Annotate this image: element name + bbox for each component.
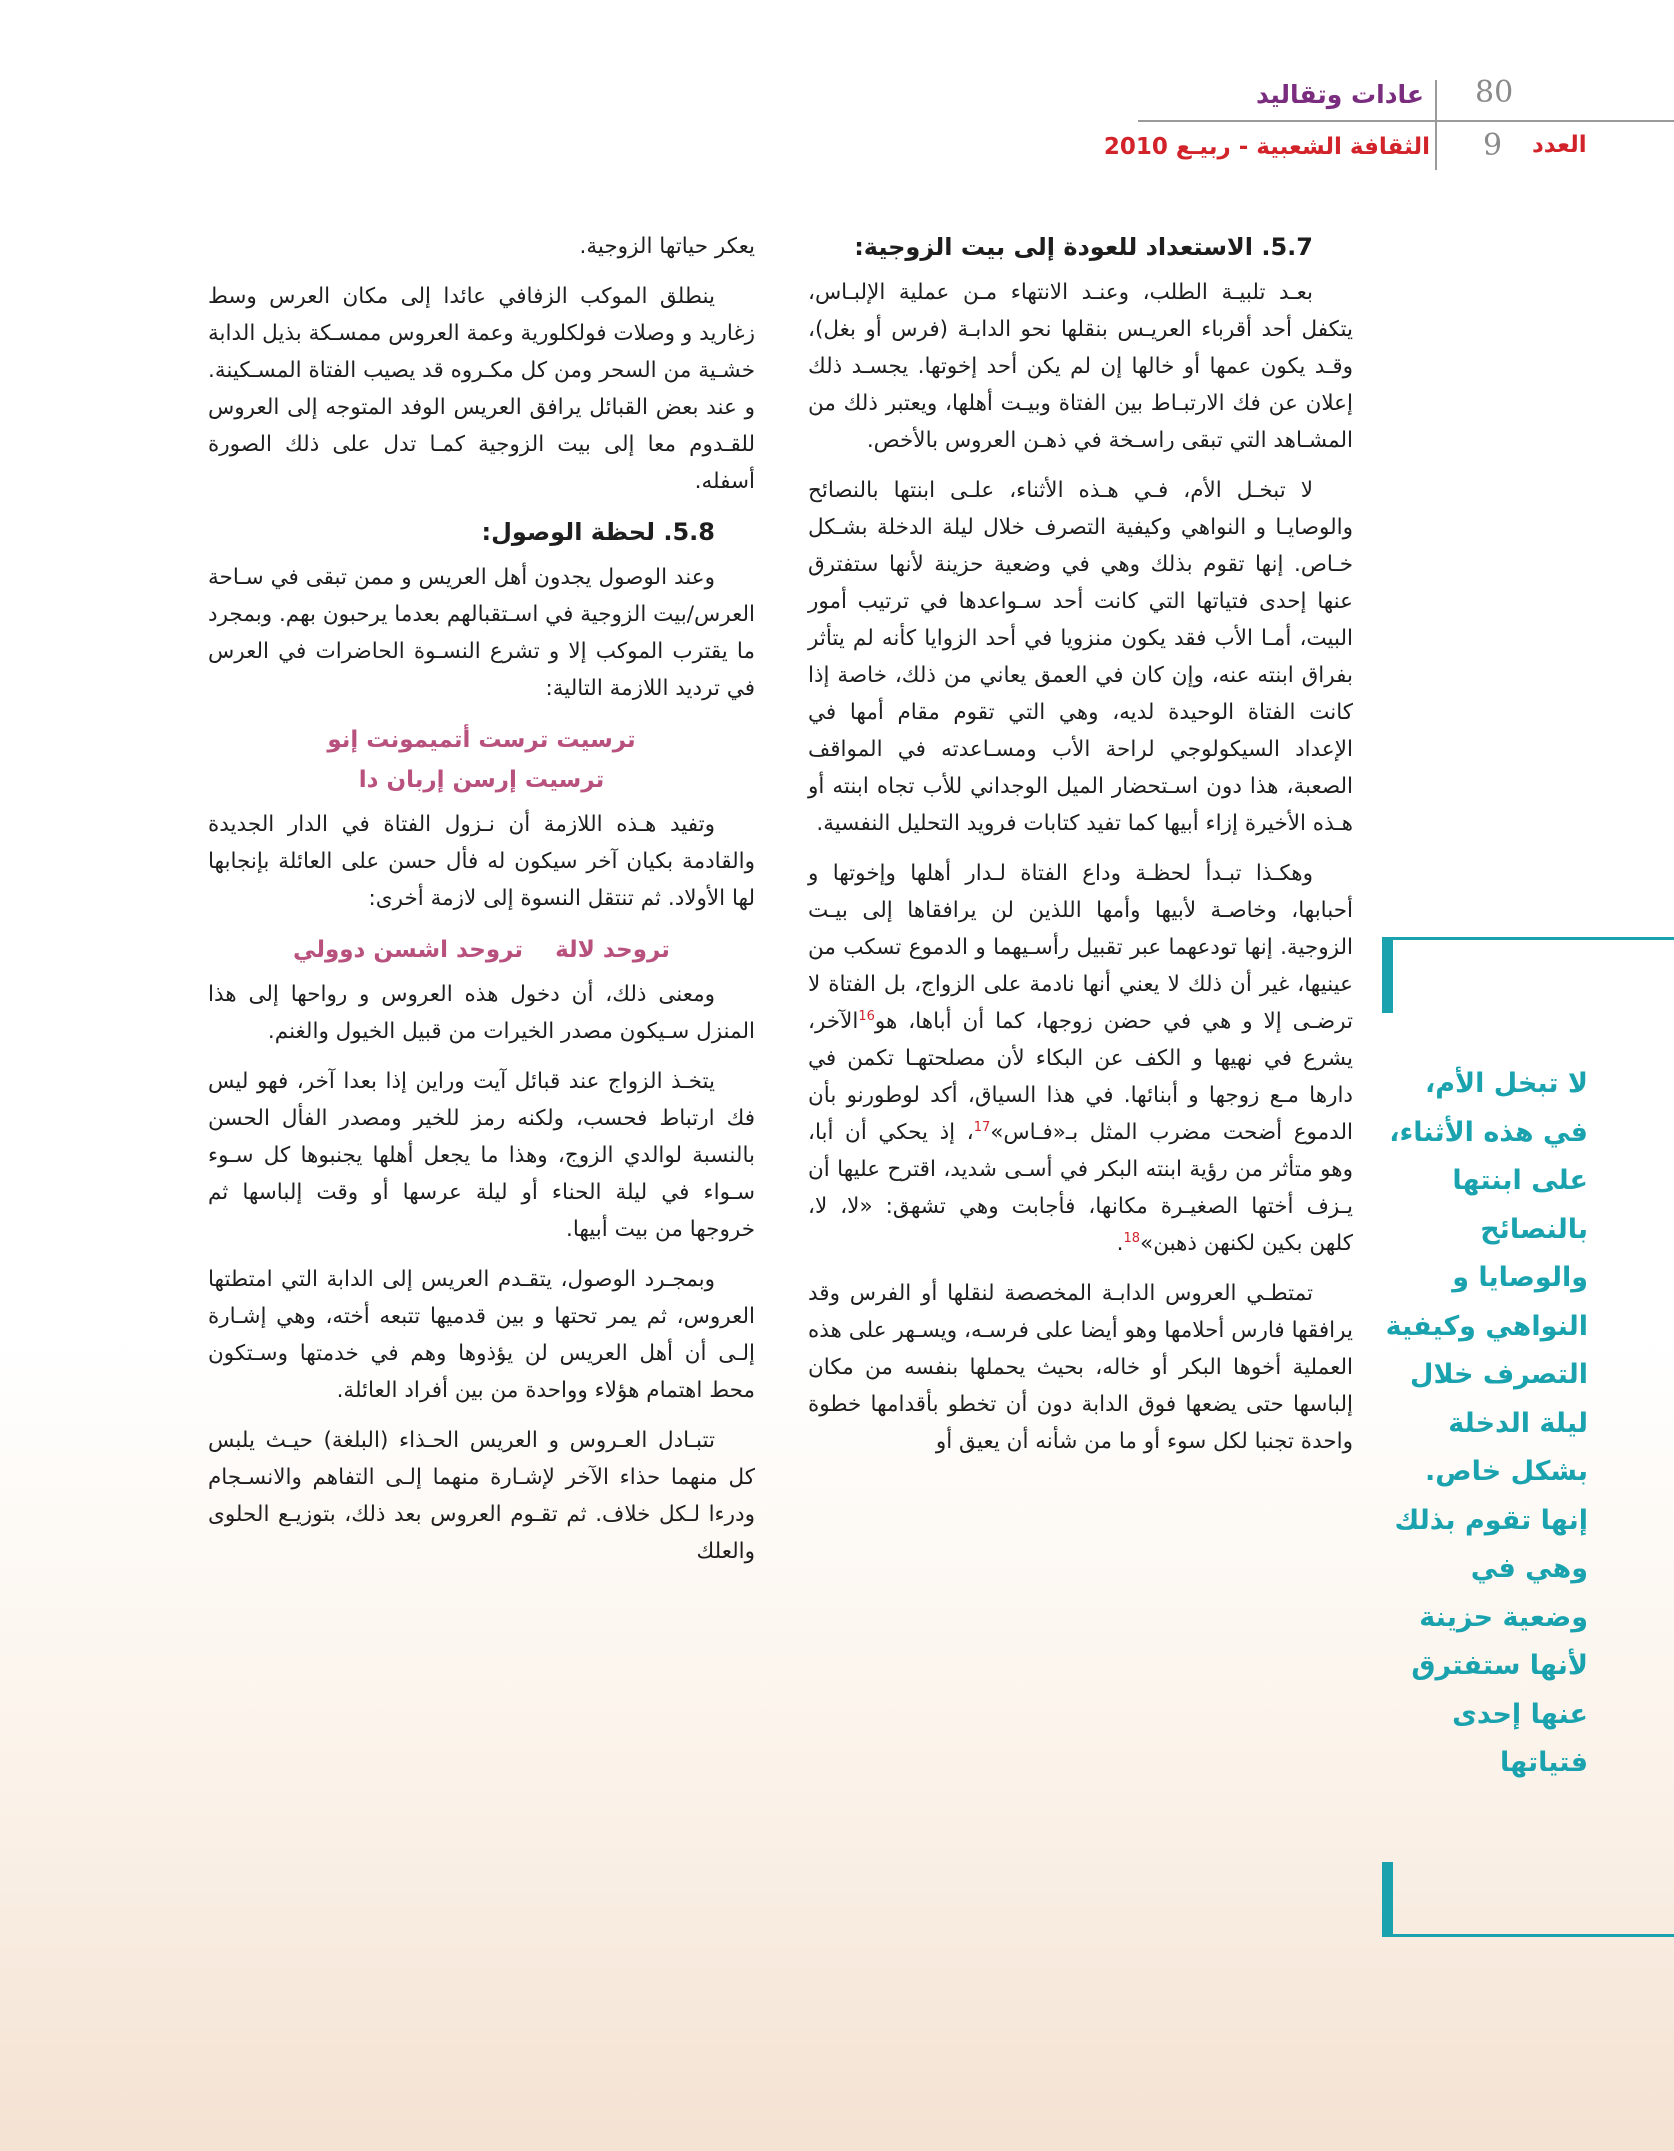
- paragraph: وعند الوصول يجدون أهل العريس و ممن تبقى في سـاحة العرس/بيت الزوجية في اسـتقبالهم بعدما يرحبون بهم. وبمجرد ما يقترب الموكب إلا و تشرع النسـوة الحاضرات في العرس في ترديد اللازمة التالية:: [208, 565, 755, 701]
- paragraph: تتبـادل العـروس و العريس الحـذاء (البلغة) حيـث يلبس كل منهما حذاء الآخر لإشـارة منهما إلـى التفاهم والانسـجام ودرءا لـكل خلاف. ثم تقـوم العروس بعد ذلك، بتوزيـع الحلوى والعلك: [208, 1428, 755, 1564]
- paragraph: لا تبخـل الأم، فـي هـذه الأثناء، علـى ابنتها بالنصائح والوصايـا و النواهي وكيفية التصرف خلال ليلة الدخلة بشـكل خـاص. إنها تقوم بذلك وهي في وضعية حزينة لأنها ستفترق عنها إحدى فتياتها التي كانت أحد سـواعدها في ترتيب أمور البيت، أمـا الأب فقد يكون منزويا في أحد الزوايا كأنه لم يتأثر بفراق ابنته عنه، وإن كان في العمق يعاني من ذلك، خاصة إذا كانت الفتاة الوحيدة لديه، وهي التي تقوم مقام أمها في الإعداد السيكولوجي لراحة الأب ومسـاعدته في المواقف الصعبة، هذا دون اسـتحضار الميل الوجداني للأب تجاه ابنته أو هـذه الأخيرة إزاء أبيها كما تفيد كتابات فرويد التحليل النفسية.: [808, 478, 1353, 836]
- verse-block: [208, 720, 755, 800]
- magazine-title: الثقافة الشعبية - ربيـع 2010: [1103, 134, 1430, 160]
- header-rule: [1138, 120, 1674, 122]
- verse-line: ترسيت ترست أتميمونت إنو: [327, 727, 636, 753]
- verse-phrase: تروحد اشسن دوولي: [293, 937, 524, 963]
- paragraph: تمتطـي العروس الدابـة المخصصة لنقلها أو الفرس وقد يرافقها فارس أحلامها وهو أيضا على فرسـه، ويسـهر على هذه العملية أخوها البكر أو خاله، بحيث يحملها بنفسه من مكان إلباسها حتى يضعها فوق الدابة دون أن تخطو بأقدامها خطوة واحدة تجنبا لكل سوء أو ما من شأنه أن يعيق أو: [808, 1281, 1353, 1454]
- section-heading-5-8: 5.8. لحظة الوصول:: [481, 518, 715, 546]
- pull-quote-bottom-rule: [1382, 1934, 1674, 1937]
- verse-block: [208, 930, 755, 970]
- paragraph: بعـد تلبيـة الطلب، وعنـد الانتهاء مـن عملية الإلبـاس، يتكفل أحد أقرباء العريـس بنقلها نحو الدابـة (فرس أو بغل)، وقـد يكون عمها أو خالها إن لم يكن أحد إخوتها. يجسـد ذلك إعلان عن فك الارتبـاط بين الفتاة وبيـت أهلها، ويعتبر ذلك من المشـاهد التي تبقى راسـخة في ذهـن العروس بالأخص.: [808, 280, 1353, 453]
- paragraph-text: الآخر، يشرع في نهيها و الكف عن البكاء لأن مصلحتهـا تكمن في دارها مـع زوجها و أبنائها. في هذا السياق، أكد لوطورنو بأن الدموع أضحت مضرب المثل بـ«فـاس»: [808, 1009, 1353, 1145]
- issue-number: 9: [1483, 128, 1503, 163]
- section-title: عادات وتقاليد: [1255, 80, 1424, 109]
- footnote-ref: 18: [1123, 1230, 1141, 1246]
- paragraph: وتفيد هـذه اللازمة أن نـزول الفتاة في الدار الجديدة والقادمة بكيان آخر سيكون له فأل حسن على العائلة بإنجابها لها الأولاد. ثم تنتقل النسوة إلى لازمة أخرى:: [208, 812, 755, 911]
- right-column: [808, 228, 1353, 1473]
- page-number: 80: [1475, 75, 1514, 110]
- verse-line: ترسيت إرسن إربان دا: [358, 767, 605, 793]
- paragraph-text: ، إذ يحكي أن أبا، وهو متأثر من رؤية ابنته البكر في أسـى شديد، اقترح عليها أن يـزف أختها الصغيـرة مكانها، فأجابت وهي تشهق: «لا، لا، كلهن بكين لكنهن ذهبن»: [808, 1120, 1353, 1256]
- paragraph: يعكر حياتها الزوجية.: [579, 234, 755, 259]
- header-divider: [1435, 80, 1437, 170]
- left-column: [208, 228, 755, 1583]
- paragraph: ينطلق الموكب الزفافي عائدا إلى مكان العرس وسط زغاريد و وصلات فولكلورية وعمة العروس ممسـكة بذيل الدابة خشـية من السحر ومن كل مكـروه قد يصيب الفتاة المسـكينة. و عند بعض القبائل يرافق العريس الوفد المتوجه إلى العروس للقـدوم معا إلى بيت الزوجية كمـا تدل على ذلك الصورة أسفله.: [208, 284, 755, 494]
- footnote-ref: 16: [858, 1008, 875, 1024]
- section-heading-5-7: 5.7. الاستعداد للعودة إلى بيت الزوجية:: [854, 233, 1313, 261]
- paragraph-text: وهكـذا تبـدأ لحظـة وداع الفتاة لـدار أهلها وإخوتها و أحبابها، وخاصـة لأبيها وأمها اللذين لن يرافقاها إلى بيـت الزوجية. إنها تودعهما عبر تقبيل رأسـيهما و الدموع تسكب من عينيها، غير أن ذلك لا يعني أنها نادمة على الزواج، بل الفتاة لا ترضـى إلا و هي في حضن زوجها، كما أن أباها، هو: [808, 861, 1353, 1034]
- footnote-ref: 17: [973, 1119, 991, 1135]
- paragraph: وبمجـرد الوصول، يتقـدم العريس إلى الدابة التي امتطتها العروس، ثم يمر تحتها و بين قدميها تتبعه أخته، وهي إشـارة إلـى أن أهل العريس لن يؤذوها وهم في خدمتها وسـتكون محط اهتمام هؤلاء وواحدة من بين أفراد العائلة.: [208, 1267, 755, 1403]
- pull-quote-top-marker: [1382, 937, 1393, 1013]
- paragraph: يتخـذ الزواج عند قبائل آيت وراين إذا بعدا آخر، فهو ليس فك ارتباط فحسب، ولكنه رمز للخير ومصدر الفأل الحسن بالنسبة لوالدي الزوج، وهذا ما يجعل أهلها يجنبوها كل سـوء سـواء في ليلة الحناء أو ليلة عرسها أو وقت إلباسها ثم خروجها من بيت أبيها.: [208, 1069, 755, 1242]
- verse-line: [208, 930, 755, 970]
- pull-quote-bottom-marker: [1382, 1862, 1393, 1937]
- verse-phrase: تروحد لالة: [555, 937, 670, 963]
- paragraph: [808, 855, 1353, 1262]
- issue-label: العدد: [1532, 132, 1587, 158]
- pull-quote-top-rule: [1382, 937, 1674, 940]
- pull-quote: لا تبخل الأم، في هذه الأثناء، على ابنتها بالنصائح والوصايا و النواهي وكيفية التصرف خلال ليلة الدخلة بشكل خاص. إنها تقوم بذلك وهي في وضعية حزينة لأنها ستفترق عنها إحدى فتياتها: [1385, 1068, 1588, 1778]
- paragraph: ومعنى ذلك، أن دخول هذه العروس و رواحها إلى هذا المنزل سـيكون مصدر الخيرات من قبيل الخيول والغنم.: [208, 982, 755, 1044]
- paragraph-text: .: [1116, 1231, 1124, 1256]
